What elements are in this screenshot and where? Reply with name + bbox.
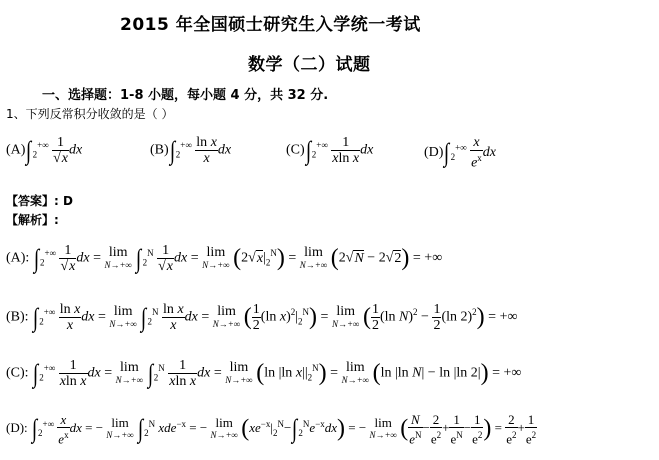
analysis-d-label: (D): bbox=[6, 420, 28, 436]
option-a-label: (A) bbox=[6, 142, 26, 158]
section-heading: 一、选择题：1-8 小题，每小题 4 分，共 32 分. bbox=[42, 88, 329, 103]
analysis-line-a: (A): $\int_2^{+\infty}$ $\frac{1}{√x}$ dx = lim N→+∞ $\int_2^N$ $\frac{1}{√x}$ dx = lim N→+∞ $(2√x|_2^N)$ = lim N→+∞ (2√N − 2√2) = +∞ bbox=[6, 243, 443, 274]
analysis-c-result: +∞ bbox=[503, 365, 522, 381]
analysis-a-label: (A): bbox=[6, 250, 30, 266]
question-text: 1、下列反常积分收敛的是（ ） bbox=[6, 107, 174, 121]
option-d-label: (D) bbox=[424, 145, 444, 161]
analysis-a-result: +∞ bbox=[424, 250, 443, 266]
answer-line bbox=[6, 192, 73, 209]
option-d: $(D)\int_2^{+\infty}$ $\frac{x}{e^x}$ dx bbox=[424, 135, 496, 171]
analysis-label: 【解析】: bbox=[6, 213, 59, 227]
exam-subtitle: 数学（二）试题 bbox=[248, 55, 371, 75]
analysis-d-result: $\frac{2}{e^2}$ bbox=[506, 412, 517, 447]
option-b-label: (B) bbox=[150, 142, 169, 158]
analysis-line-d: (D): $\int_2^{+\infty}$ $\frac{x}{e^x}$ dx = − lim N→+∞ $\int_2^N$ xde$^{-x}$ = − lim N→+∞ $(xe^{-x}|_2^N-\int_2^Ne^{-x}dx)$ = − lim N→+∞ ( $\frac{N}{e^N}$ − $\frac{2}{e^2}$ + $\frac{1}{e^N}$ − $\frac{1}{e^2}$ ) = $\frac{2}{e^2}$ + $\frac{1}{e^2}$ bbox=[6, 412, 537, 447]
analysis-b-label: (B): bbox=[6, 309, 29, 325]
analysis-line-c: (C): $\int_2^{+\infty}$ $\frac{1}{\text{xln x}}$ dx = lim N→+∞ $\int_2^N$ $\frac{1}{\text{xln x}}$ dx = lim N→+∞ (ln |ln $x||_2^N$) = lim N→+∞ (ln |ln N| − ln |ln 2|) = +∞ bbox=[6, 358, 522, 389]
answer-value: D bbox=[63, 194, 73, 208]
analysis-c-label: (C): bbox=[6, 365, 29, 381]
answer-label: 【答案】: bbox=[6, 194, 59, 208]
exam-title: 2015 年全国硕士研究生入学统一考试 bbox=[120, 15, 421, 35]
option-c: $(C)\int_2^{+\infty}$ $\frac{1}{\text{xln x}}$ dx bbox=[286, 135, 374, 166]
option-a: $(A)\int_2^{+\infty}$ $\frac{1}{√x}$ dx bbox=[6, 135, 83, 166]
analysis-b-result: +∞ bbox=[499, 309, 518, 325]
option-c-label: (C) bbox=[286, 142, 305, 158]
analysis-line-b: (B): $\int_2^{+\infty}$ $\frac{\text{ln x}}{x}$ dx = lim N→+∞ $\int_2^N$ $\frac{\text{ln x}}{x}$ dx = lim N→+∞ ( $\frac{1}{2}$ (ln $x)^2|_2^N$) = lim N→+∞ ( $\frac{1}{2}$ (ln N)$^2$ − $\frac{1}{2}$ (ln 2)$^2$) = +∞ bbox=[6, 302, 518, 333]
option-b: $(B)\int_2^{+\infty}$ $\frac{\text{ln x}}{x}$ dx bbox=[150, 135, 232, 166]
